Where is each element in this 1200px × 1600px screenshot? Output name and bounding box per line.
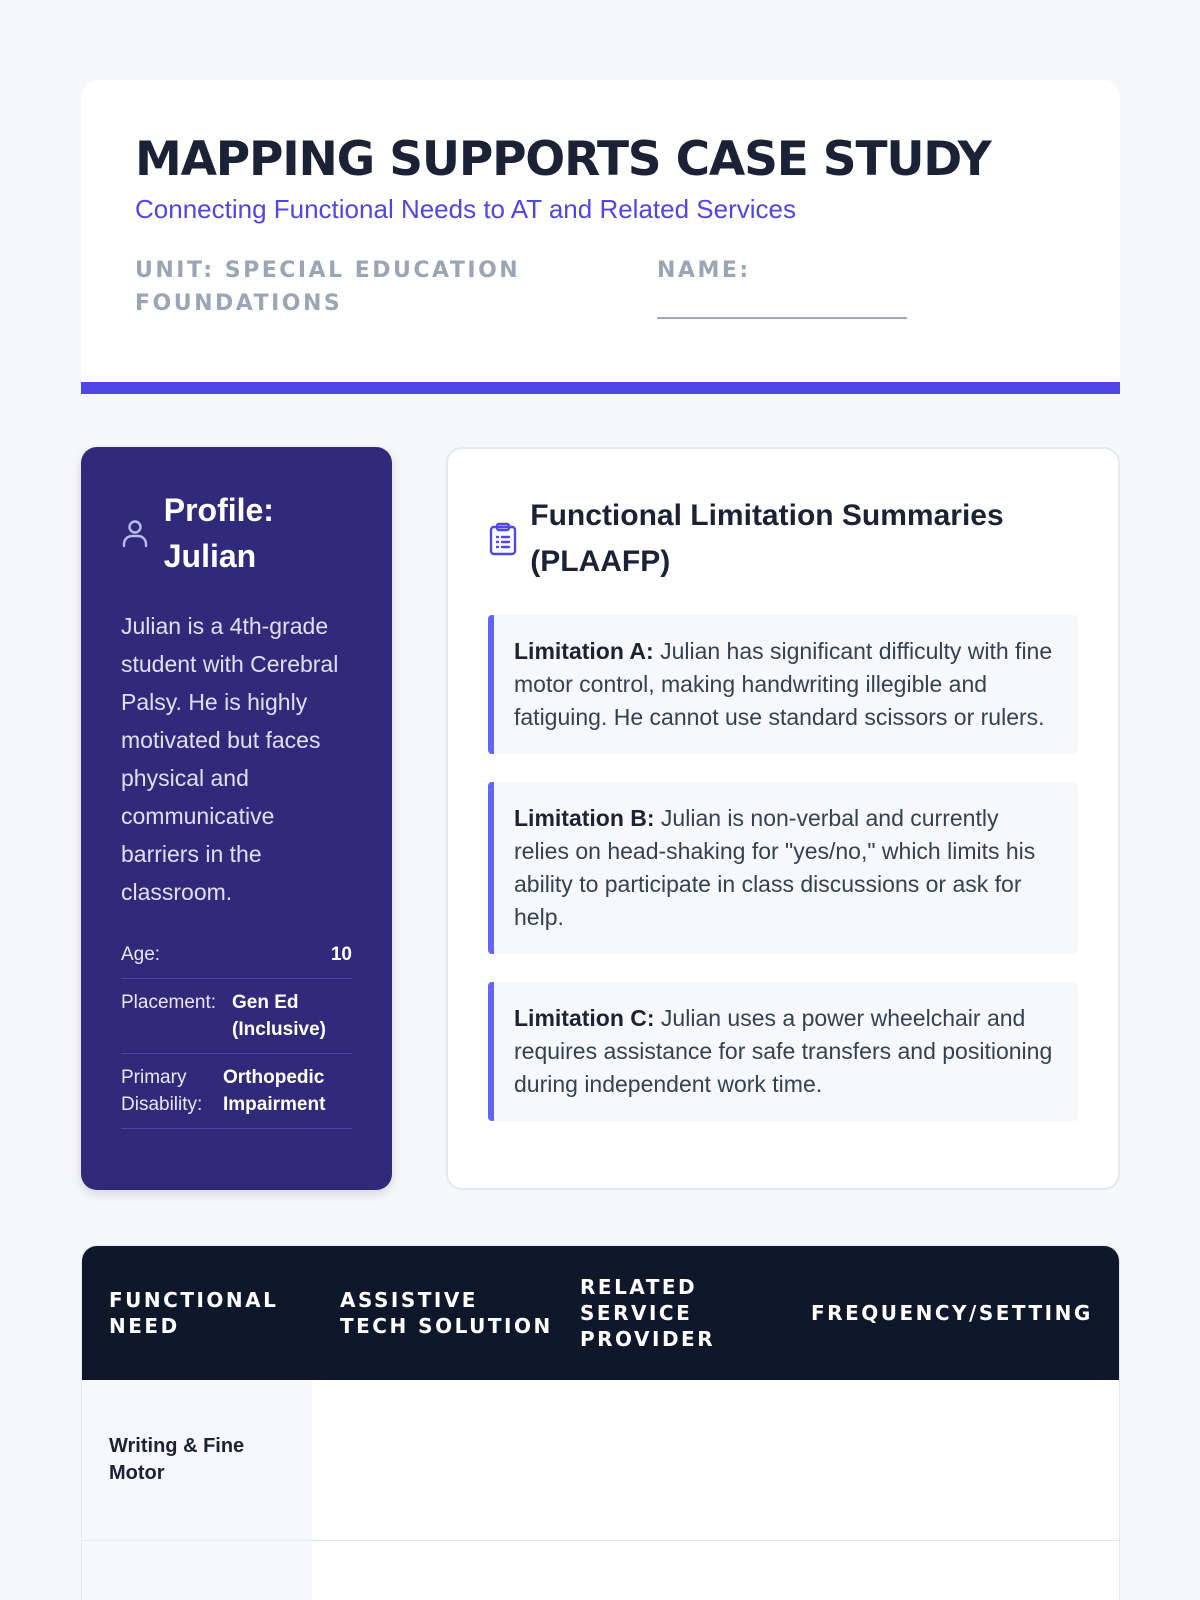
- at-solution-cell[interactable]: [312, 1380, 563, 1540]
- fact-label: Placement:: [121, 992, 217, 1013]
- mapping-table: [81, 1245, 1120, 1600]
- name-field[interactable]: [657, 254, 1057, 324]
- frequency-cell[interactable]: [811, 1380, 1119, 1540]
- need-cell: [82, 1540, 312, 1600]
- limitation-label: Limitation C:: [514, 1005, 655, 1031]
- meta-row: [135, 254, 1066, 324]
- frequency-cell[interactable]: [811, 1540, 1119, 1600]
- table-row: [82, 1380, 1119, 1540]
- provider-cell[interactable]: [563, 1380, 811, 1540]
- limitation-item: [488, 615, 1078, 754]
- clipboard-icon: [488, 515, 530, 563]
- at-solution-cell[interactable]: [312, 1540, 563, 1600]
- header-card: [81, 80, 1120, 394]
- fact-placement: [121, 979, 352, 1054]
- limitation-label: Limitation B:: [514, 805, 655, 831]
- limitation-item: [488, 982, 1078, 1121]
- fact-age: [121, 931, 352, 979]
- name-label: NAME:: [657, 258, 751, 283]
- col-header-related-service: RELATED SERVICE PROVIDER: [563, 1246, 811, 1380]
- profile-facts: [121, 931, 352, 1129]
- fact-primary-disability: [121, 1054, 352, 1129]
- page-subtitle: Connecting Functional Needs to AT and Related Services: [135, 194, 796, 224]
- fact-value: Orthopedic Impairment: [223, 1067, 326, 1115]
- table-header-row: [82, 1246, 1119, 1380]
- limitation-item: [488, 782, 1078, 954]
- limitation-text: Julian is non-verbal and currently relies on head-shaking for "yes/no," which limits his ability to participate in class discussions or ask for help.: [514, 805, 1036, 930]
- profile-card: [81, 447, 392, 1190]
- page-title: MAPPING SUPPORTS CASE STUDY: [135, 132, 991, 187]
- col-header-assistive-tech: ASSISTIVE TECH SOLUTION: [312, 1246, 563, 1380]
- limitations-title: Functional Limitation Summaries (PLAAFP): [530, 499, 1004, 578]
- name-blank-line: _________________________: [657, 295, 907, 319]
- fact-label: Age:: [121, 944, 161, 965]
- limitation-text: Julian has significant difficulty with fine motor control, making handwriting illegible and fatiguing. He cannot use standard scissors or rulers.: [514, 638, 1053, 730]
- user-icon: [121, 509, 164, 557]
- profile-title: Profile: Julian: [163, 492, 274, 574]
- limitations-header: [488, 493, 1078, 585]
- fact-value: 10: [330, 944, 352, 965]
- limitation-label: Limitation A:: [514, 638, 654, 664]
- col-header-functional-need: FUNCTIONAL NEED: [82, 1246, 312, 1380]
- table-row: [82, 1540, 1119, 1600]
- fact-label: Primary Disability:: [121, 1067, 203, 1115]
- col-header-frequency-setting: FREQUENCY/SETTING: [811, 1246, 1119, 1380]
- need-cell: Writing & Fine Motor: [82, 1380, 312, 1540]
- unit-label: UNIT: SPECIAL EDUCATION FOUNDATIONS: [135, 258, 521, 316]
- provider-cell[interactable]: [563, 1540, 811, 1600]
- limitations-card: [446, 447, 1120, 1190]
- fact-value: Gen Ed (Inclusive): [232, 992, 326, 1040]
- profile-description: Julian is a 4th-grade student with Cerebral Palsy. He is highly motivated but faces physical and communicative barriers in the classroom.: [121, 613, 339, 905]
- limitation-text: Julian uses a power wheelchair and requires assistance for safe transfers and positioning during independent work time.: [514, 1005, 1053, 1097]
- profile-header: [121, 487, 352, 579]
